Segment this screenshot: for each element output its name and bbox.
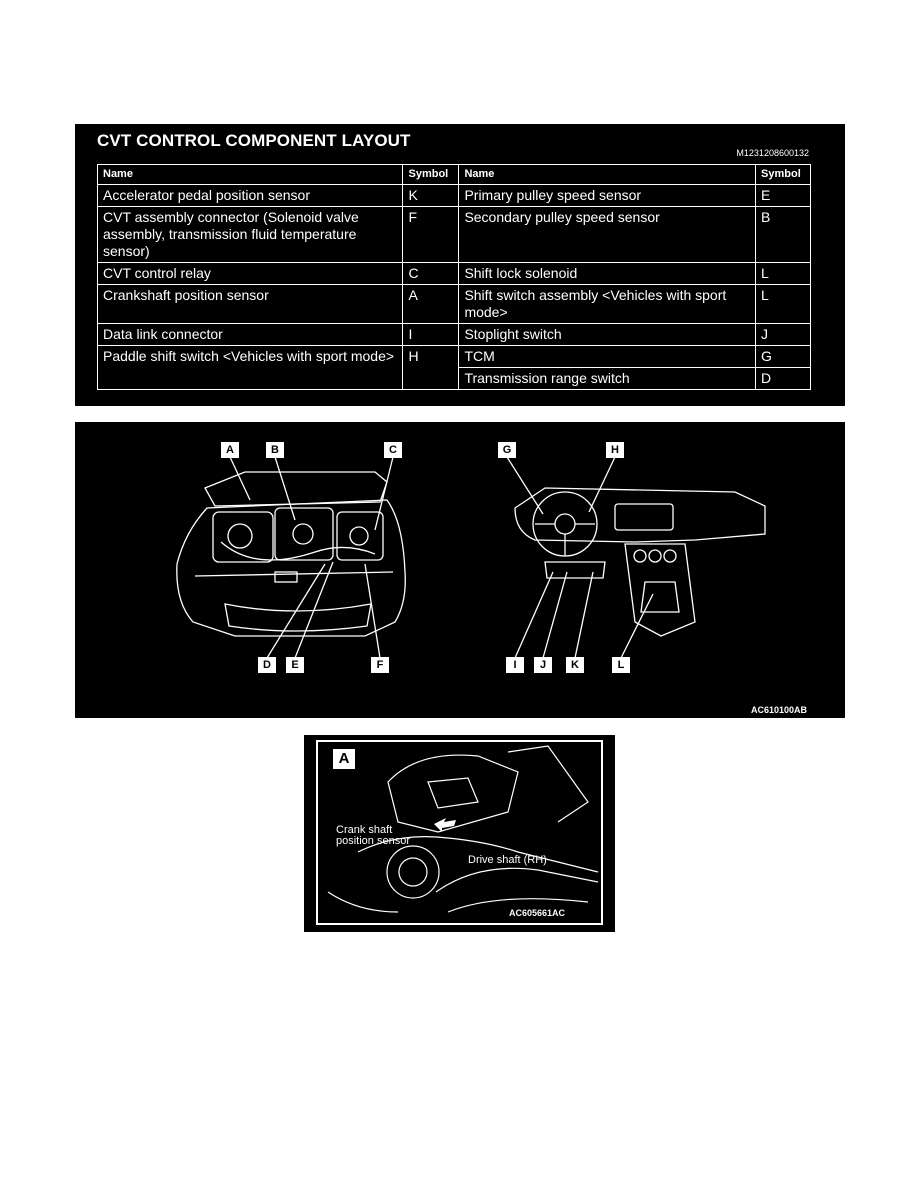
table-row — [98, 263, 811, 285]
table-row — [98, 285, 811, 324]
cell-name: Transmission range switch — [459, 368, 756, 390]
callout-g: G — [498, 442, 516, 458]
cell-name: Secondary pulley speed sensor — [459, 207, 756, 263]
callout-h: H — [606, 442, 624, 458]
cell-name: Accelerator pedal position sensor — [98, 185, 403, 207]
dashboard-drawing — [507, 457, 765, 658]
cell-symbol: L — [756, 285, 811, 324]
cell-name: Stoplight switch — [459, 324, 756, 346]
callout-b: B — [266, 442, 284, 458]
detail-art-code: AC605661AC — [509, 908, 566, 918]
header-name: Name — [459, 165, 756, 185]
callout-k: K — [566, 657, 584, 673]
callout-j: J — [534, 657, 552, 673]
reference-code: M1231208600132 — [736, 148, 809, 158]
crank-label-line2: position sensor — [336, 835, 410, 847]
cell-symbol: E — [756, 185, 811, 207]
cell-symbol: K — [403, 185, 459, 207]
component-table-panel — [75, 124, 845, 406]
component-location-diagram — [75, 422, 845, 718]
header-symbol: Symbol — [403, 165, 459, 185]
detail-letter: A — [332, 748, 356, 770]
cell-symbol: I — [403, 324, 459, 346]
diagram-art-code: AC610100AB — [750, 705, 807, 715]
drive-shaft-label: Drive shaft (RH) — [468, 854, 547, 866]
header-name: Name — [98, 165, 403, 185]
callout-e: E — [286, 657, 304, 673]
cell-symbol: L — [756, 263, 811, 285]
cell-name: Shift lock solenoid — [459, 263, 756, 285]
callout-d: D — [258, 657, 276, 673]
callout-i: I — [506, 657, 524, 673]
cell-symbol: F — [403, 207, 459, 263]
cell-name: Data link connector — [98, 324, 403, 346]
table-row — [98, 207, 811, 263]
callout-l: L — [612, 657, 630, 673]
cell-name: CVT assembly connector (Solenoid valve assembly, transmission fluid temperature sensor) — [98, 207, 403, 263]
crank-label-line1: Crank shaft — [336, 824, 393, 836]
detail-view-a — [304, 735, 615, 932]
cell-name: Paddle shift switch <Vehicles with sport mode> — [98, 346, 403, 390]
cell-name: Primary pulley speed sensor — [459, 185, 756, 207]
callout-a: A — [221, 442, 239, 458]
cell-symbol: H — [403, 346, 459, 390]
cell-name: Crankshaft position sensor — [98, 285, 403, 324]
table-header-row — [98, 165, 811, 185]
detail-frame — [316, 740, 603, 925]
cell-name: TCM — [459, 346, 756, 368]
callout-f: F — [371, 657, 389, 673]
table-row — [98, 324, 811, 346]
callout-c: C — [384, 442, 402, 458]
cell-symbol: B — [756, 207, 811, 263]
header-symbol: Symbol — [756, 165, 811, 185]
engine-bay-drawing — [177, 457, 405, 658]
cell-symbol: G — [756, 346, 811, 368]
cell-symbol: D — [756, 368, 811, 390]
table-row — [98, 346, 811, 368]
table-row — [98, 185, 811, 207]
page-title: CVT CONTROL COMPONENT LAYOUT — [97, 131, 411, 150]
cell-symbol: A — [403, 285, 459, 324]
vehicle-illustration — [75, 422, 845, 718]
cell-symbol: C — [403, 263, 459, 285]
cell-symbol: J — [756, 324, 811, 346]
cell-name: Shift switch assembly <Vehicles with sport mode> — [459, 285, 756, 324]
cell-name: CVT control relay — [98, 263, 403, 285]
component-table — [97, 164, 811, 390]
